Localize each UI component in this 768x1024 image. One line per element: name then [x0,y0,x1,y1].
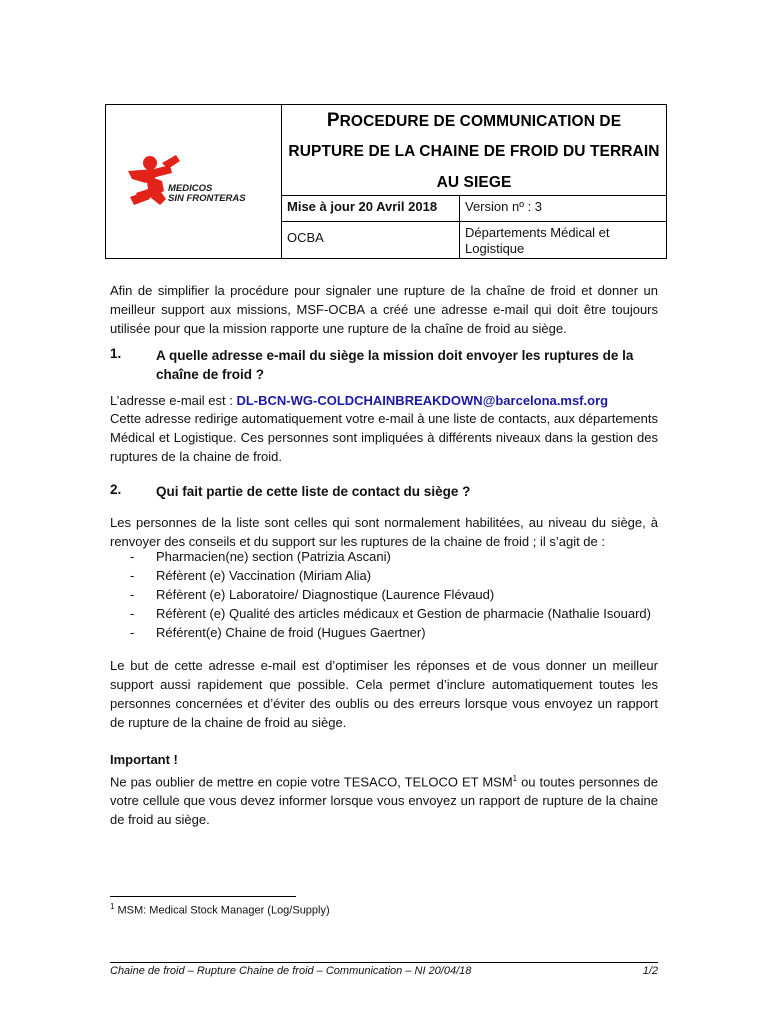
footnote-separator [110,896,296,897]
intro-paragraph: Afin de simplifier la procédure pour signaler une rupture de la chaîne de froid et donner un meilleur support aux missions, MSF-OCBA a créé une adresse e-mail qui doit être toujours utilisée pour que la mission rapporte une rupture de la chaîne de froid au siège. [110,283,658,336]
footnote-reference[interactable]: 1 [512,774,518,783]
msf-logo-icon [106,105,282,258]
document-title [282,105,666,195]
title-initial: P [326,110,340,131]
section1-heading: A quelle adresse e-mail du siège la mission doit envoyer les ruptures de la chaîne de froid ? [156,348,634,382]
header-row-org [282,221,666,258]
section1-paragraph: Cette adresse redirige automatiquement votre e-mail à une liste de contacts, aux départements Médical et Logistique. Ces personnes sont impliquées à différents niveaux dans la gestion des ruptures de la chaine de froid. [110,411,658,464]
title-line1: ROCEDURE DE COMMUNICATION DE [339,113,622,130]
list-item: - Réfèrent (e) Laboratoire/ Diagnostique (Laurence Flévaud) [130,587,495,602]
coldchain-email-link[interactable]: DL-BCN-WG-COLDCHAINBREAKDOWN@barcelona.msf.org [236,393,609,408]
list-item: - Pharmacien(ne) section (Patrizia Ascani) [130,549,391,564]
footnote [110,902,330,917]
list-item: - Réfèrent (e) Vaccination (Miriam Alia) [130,568,372,583]
title-line3: AU SIEGE [436,174,512,191]
logo-line2: SIN FRONTERAS [168,193,246,204]
section1-number: 1. [110,346,122,361]
page-number: 1/2 [642,965,658,977]
important-heading: Important ! [110,752,178,767]
email-prefix: L’adresse e-mail est : [110,393,237,408]
footer-text: Chaine de froid – Rupture Chaine de froid – Communication – NI 20/04/18 [110,965,472,977]
logo-line1: MEDICOS [168,183,213,194]
logo-cell [106,105,282,258]
section2-heading: Qui fait partie de cette liste de contact du siège ? [156,484,471,499]
header-table [105,104,667,259]
list-item: - Réfèrent (e) Qualité des articles médicaux et Gestion de pharmacie (Nathalie Isouard) [130,606,651,621]
important-paragraph: Ne pas oublier de mettre en copie votre TESACO, TELOCO ET MSM$^1$ ou toutes personnes de votre cellule que vous devez informer lorsque vous envoyez un rapport de rupture de la chaine de froid au siège. [110,774,658,828]
org-name: OCBA [282,222,460,258]
title-line2: RUPTURE DE LA CHAINE DE FROID DU TERRAIN [288,143,660,160]
update-date: Mise à jour 20 Avril 2018 [282,196,460,221]
section2-number: 2. [110,482,122,497]
footnote-mark: 1 [110,902,115,911]
header-row-update [282,195,666,221]
departments: Départements Médical et Logistique [465,225,610,256]
purpose-paragraph: Le but de cette adresse e-mail est d’optimiser les réponses et de vous donner un meilleur support aussi rapidement que possible. Cela permet d’inclure automatiquement toutes les personnes concernées et d’éviter des oublis ou des erreurs lorsque vous envoyez un rapport de rupture de la chaine de froid au siège. [110,658,658,730]
list-item: - Référent(e) Chaine de froid (Hugues Gaertner) [130,625,426,640]
footer-rule [110,962,658,963]
footnote-text: MSM: Medical Stock Manager (Log/Supply) [114,904,330,917]
section1-email-line [110,391,658,410]
section2-paragraph: Les personnes de la liste sont celles qui sont normalement habilitées, au niveau du siège, à renvoyer des conseils et du support sur les ruptures de la chaine de froid ; il s’agit de : [110,515,658,549]
version-label: Version nº : 3 [465,199,543,214]
